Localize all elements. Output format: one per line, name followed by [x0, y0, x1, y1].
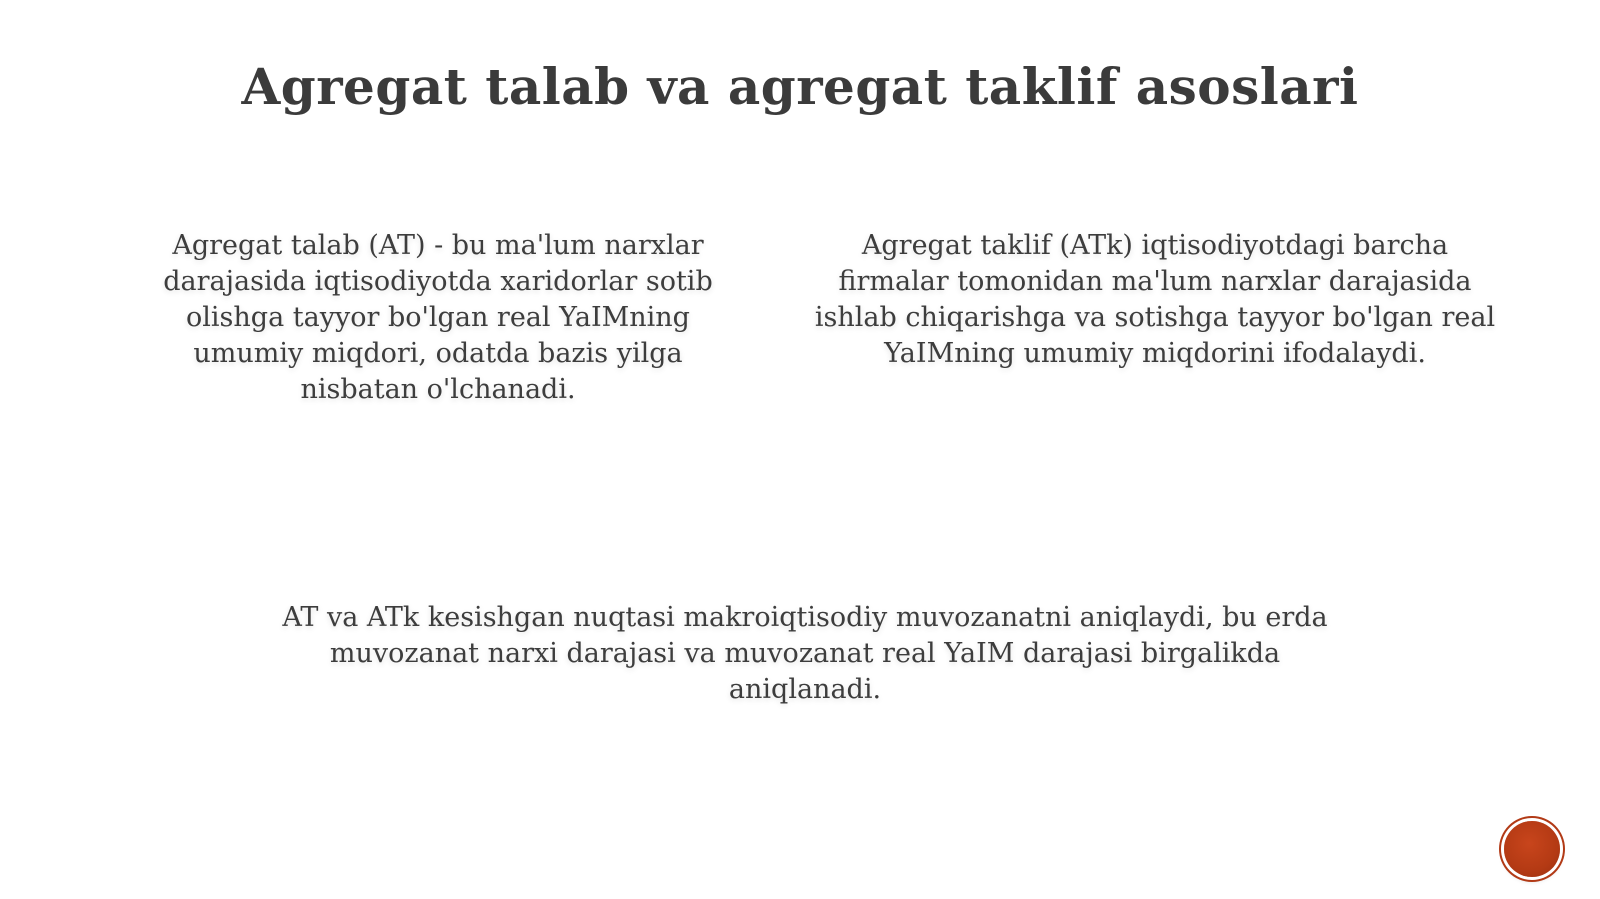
slide-nav-button[interactable]: [1504, 821, 1560, 877]
aggregate-demand-text: Agregat talab (AT) - bu ma'lum narxlar darajasida iqtisodiyotda xaridorlar sotib olishga tayyor bo'lgan real YaIMning umumiy miqdori, odatda bazis yilga nisbatan o'lchanadi.: [163, 230, 713, 405]
aggregate-supply-text: Agregat taklif (ATk) iqtisodiyotdagi barcha firmalar tomonidan ma'lum narxlar darajasida ishlab chiqarishga va sotishga tayyor bo'lgan real YaIMning umumiy miqdorini ifodalaydi.: [814, 230, 1496, 369]
equilibrium-text: AT va ATk kesishgan nuqtasi makroiqtisodiy muvozanatni aniqlaydi, bu erda muvozanat narxi darajasi va muvozanat real YaIM darajasi birgalikda aniqlanadi.: [282, 602, 1328, 705]
slide-title: Agregat talab va agregat taklif asoslari: [241, 57, 1359, 116]
